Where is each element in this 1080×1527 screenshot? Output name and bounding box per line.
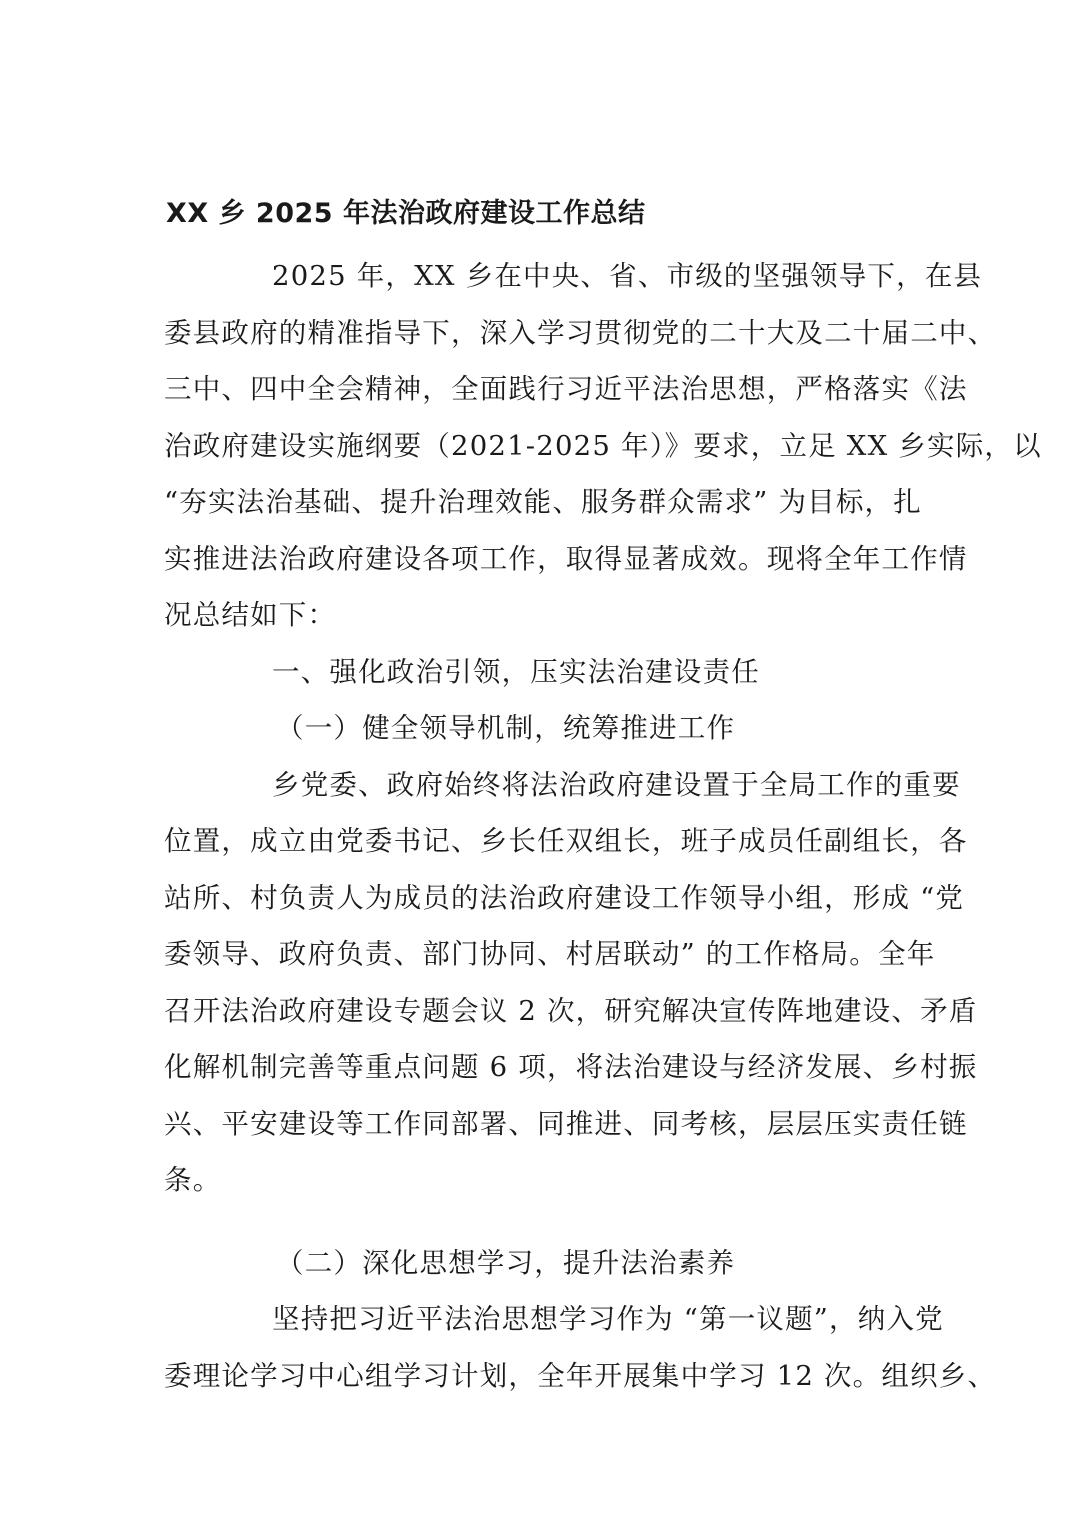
paragraph-line: “夯实法治基础、提升治理效能、服务群众需求” 为目标，扎 (164, 486, 922, 518)
paragraph-line: 召开法治政府建设专题会议 2 次，研究解决宣传阵地建设、矛盾 (164, 994, 978, 1027)
paragraph-line: 兴、平安建设等工作同部署、同推进、同考核，层层压实责任链 (164, 1107, 968, 1140)
document-body (164, 248, 1042, 1404)
paragraph-line: 委领导、政府负责、部门协同、村居联动” 的工作格局。全年 (164, 938, 936, 970)
paragraph-line: 站所、村负责人为成员的法治政府建设工作领导小组，形成 “党 (164, 881, 965, 914)
paragraph-line: 条。 (164, 1164, 222, 1196)
paragraph-line: 乡党委、政府始终将法治政府建设置于全局工作的重要 (272, 768, 961, 801)
section-heading: 一、强化政治引领，压实法治建设责任 (272, 655, 760, 688)
subsection-heading: （一）健全领导机制，统筹推进工作 (276, 712, 736, 744)
paragraph-line: 化解机制完善等重点问题 6 项，将法治建设与经济发展、乡村振 (164, 1051, 978, 1083)
paragraph-line: 况总结如下： (164, 599, 337, 631)
paragraph-line: 治政府建设实施纲要（2021-2025 年）》要求，立足 XX 乡实际，以 (164, 429, 1042, 462)
paragraph-line: 坚持把习近平法治思想学习作为 “第一议题”，纳入党 (272, 1303, 944, 1335)
document-title: XX 乡 2025 年法治政府建设工作总结 (166, 198, 646, 229)
paragraph-line: 委县政府的精准指导下，深入学习贯彻党的二十大及二十届二中、 (164, 316, 997, 349)
paragraph-line: 2025 年，XX 乡在中央、省、市级的坚强领导下，在县 (272, 260, 983, 292)
paragraph-line: 委理论学习中心组学习计划，全年开展集中学习 12 次。组织乡、 (164, 1359, 997, 1392)
paragraph-line: 实推进法治政府建设各项工作，取得显著成效。现将全年工作情 (164, 542, 968, 575)
paragraph-line: 三中、四中全会精神，全面践行习近平法治思想，严格落实《法 (164, 373, 968, 405)
paragraph-line: 位置，成立由党委书记、乡长任双组长，班子成员任副组长，各 (164, 825, 968, 857)
paragraph-gap (164, 1209, 934, 1235)
subsection-heading: （二）深化思想学习，提升法治素养 (276, 1246, 736, 1279)
